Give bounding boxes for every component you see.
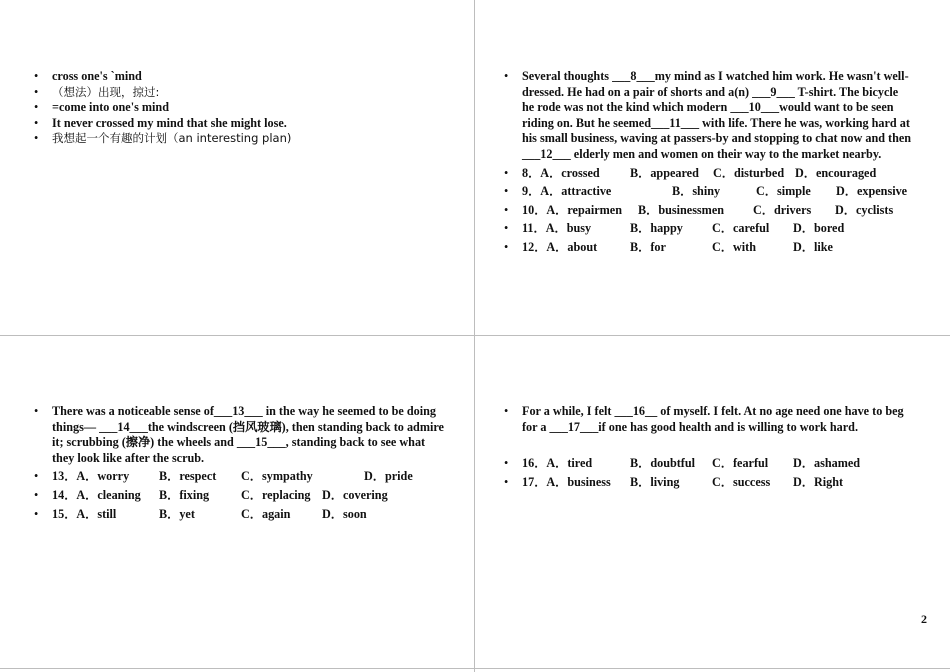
- option-row: • 13．A．worry B．respect C．sympathy D．pride: [34, 469, 444, 485]
- passage-paragraph: • For a while, I felt ___16__ of myself. I felt. At no age need one have to beg for a ___17___if one has good health and is willing to work hard.: [504, 404, 912, 435]
- vertical-divider: [474, 0, 475, 672]
- option-row: • 11．A．busy B．happy C．careful D．bored: [504, 221, 912, 237]
- option-row: • 17．A．business B．living C．success D．Right: [504, 475, 912, 491]
- option-row: • 16．A．tired B．doubtful C．fearful D．ashamed: [504, 456, 912, 472]
- list-item: • cross one's `mind: [34, 69, 454, 85]
- blank-9: ___9___: [752, 84, 795, 99]
- option-row: • 10．A．repairmen B．businessmen C．drivers D．cyclists: [504, 203, 912, 219]
- option-row: • 14．A．cleaning B．fixing C．replacing D．covering: [34, 488, 444, 504]
- horizontal-divider: [0, 335, 950, 336]
- vocabulary-list: [34, 69, 454, 147]
- slide-vocabulary: [34, 69, 454, 147]
- list-item: • It never crossed my mind that she might lose.: [34, 116, 454, 132]
- bottom-divider: [0, 668, 950, 669]
- passage-paragraph: • There was a noticeable sense of___13___ in the way he seemed to be doing things— ___14___the windscreen (挡风玻璃), then standing back to admire it; scrubbing (擦净) the wheels and ___15___, standing back to see what they look like after the scrub.: [34, 404, 444, 466]
- blank-11: ___11___: [651, 115, 700, 130]
- option-row: • 15．A．still B．yet C．again D．soon: [34, 507, 444, 523]
- passage-paragraph: • Several thoughts ___8___my mind as I watched him work. He wasn't well-dressed. He had on a pair of shorts and a(n) ___9___ T-shirt. The bicycle he rode was not the kind which modern ___10___would want to be seen riding on. But he seemed___11___ with life. There he was, working hard at his small business, waving at passers-by and stopping to chat now and then ___12___ elderly men and women on their way to the market nearby.: [504, 69, 912, 163]
- blank-17: ___17___: [549, 419, 599, 434]
- blank-10: ___10___: [730, 100, 780, 115]
- blank-16: ___16__: [614, 404, 658, 418]
- option-row: • 8．A．crossed B．appeared C．disturbed D．encouraged: [504, 166, 912, 182]
- blank-15: ___15___: [236, 435, 286, 450]
- list-item: • 我想起一个有趣的计划（an interesting plan): [34, 131, 454, 147]
- blank-14: ___14___: [99, 419, 148, 434]
- list-item: • （想法）出现，掠过:: [34, 85, 454, 101]
- blank-12: ___12___: [522, 146, 571, 161]
- page-number: 2: [921, 612, 927, 626]
- blank-8: ___8___: [612, 69, 655, 83]
- list-item: • =come into one's mind: [34, 100, 454, 116]
- question-list: [504, 69, 912, 256]
- question-list: [34, 404, 444, 522]
- question-list: [504, 404, 912, 490]
- slide-questions-8-12: [504, 69, 912, 256]
- option-row: • 12．A．about B．for C．with D．like: [504, 240, 912, 256]
- option-row: • 9．A．attractive B．shiny C．simple D．expensive: [504, 184, 912, 200]
- slide-questions-13-15: [34, 404, 444, 522]
- blank-13: ___13___: [213, 404, 263, 418]
- slide-questions-16-17: [504, 404, 912, 490]
